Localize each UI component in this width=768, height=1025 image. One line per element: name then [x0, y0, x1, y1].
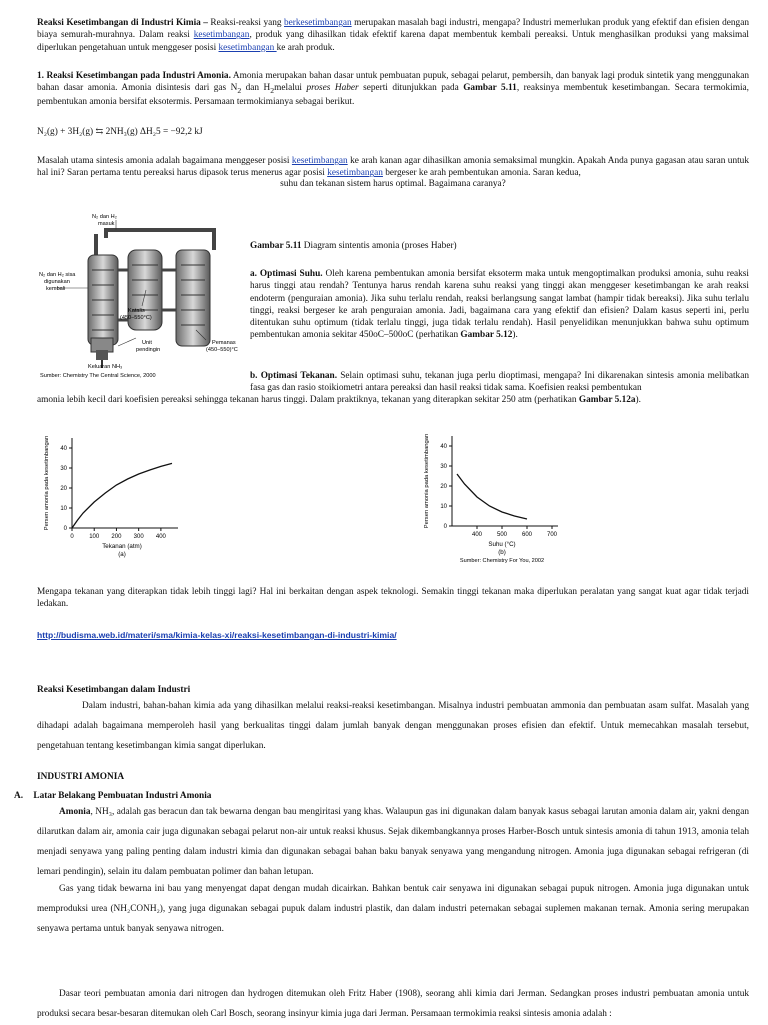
series-line — [457, 474, 527, 519]
svg-text:pendingin: pendingin — [136, 347, 160, 353]
x-tick-label: 400 — [156, 534, 167, 540]
section2-heading: Reaksi Kesetimbangan dalam Industri — [37, 685, 190, 695]
y-axis-label: Persen amonia pada kesetimbangan — [44, 436, 50, 530]
y-tick-label: 30 — [440, 464, 447, 470]
optimasi-tekanan-end: amonia lebih kecil dari koefisien pereaksi sehingga tekanan harus tinggi. Dalam praktiknya, tekanan yang diterapkan sekitar 250 atm (perhatikan Gambar 5.12a). — [37, 394, 749, 406]
section-heading: 1. Reaksi Kesetimbangan pada Industri Amonia. — [37, 71, 231, 81]
paragraph-problem: Masalah utama sintesis amonia adalah bagaimana menggeser posisi kesetimbangan ke arah kanan agar dihasilkan amonia semaksimal mungkin. Apakah Anda punya gagasan atau saran untuk hal ini? Saran pertama tentu pereaksi harus dipasok terus menerus agar posisi kesetimbangan bergeser ke arah pembentukan amonia. Saran kedua, — [37, 155, 749, 180]
chart-sublabel: (a) — [118, 551, 126, 558]
section2-paragraph1: Dalam industri, bahan-bahan kimia ada yang dihasilkan melalui reaksi-reaksi kesetimbangan. Misalnya industri pembuatan ammonia dan pembuatan asam sulfat. Masalah yang dihadapi adalah bagaimana memperoleh hasil yang berkualitas tinggi dalam jumlah banyak dengan menggunakan proses efisien dan efektif. Untuk memecahkan masalah tersebut, pengetahuan tentang kesetimbangan kimia sangat diperlukan. — [37, 697, 749, 757]
section2-paragraph4: Dasar teori pembuatan amonia dari nitrogen dan hydrogen ditemukan oleh Fritz Haber (1908), seorang ahli kimia dari Jerman. Sedangkan proses industri pembuatan amonia untuk produksi secara besar-besaran ditemukan oleh Carl Bosch, seorang insinyur kimia juga dari Jerman. Persamaan termokimia reaksi sintesis amonia adalah : — [37, 985, 749, 1025]
label-cooling-unit: Unit — [142, 340, 152, 346]
paragraph-pressure-question: Mengapa tekanan yang diterapkan tidak lebih tinggi lagi? Hal ini berkaitan dengan aspek teknologi. Semakin tinggi tekanan maka diperlukan peralatan yang sangat kuat agar tidak terjadi ledakan. — [37, 586, 749, 611]
chart-temperature — [416, 428, 566, 568]
label-input-gas: N₂ dan H₂ — [92, 214, 117, 220]
figure-5-11-caption: Gambar 5.11 Diagram sintentis amonia (proses Haber) — [250, 240, 457, 252]
source-url-link[interactable]: http://budisma.web.id/materi/sma/kimia-kelas-xi/reaksi-kesetimbangan-di-industri-kimia/ — [37, 630, 397, 640]
x-tick-label: 700 — [547, 532, 558, 538]
chart-source: Sumber: Chemistry For You, 2002 — [460, 558, 544, 564]
y-tick-label: 30 — [60, 466, 67, 472]
x-tick-label: 400 — [472, 532, 483, 538]
label-output: Keluaran NH₃ — [88, 364, 122, 370]
x-tick-label: 300 — [134, 534, 145, 540]
intro-paragraph: Reaksi Kesetimbangan di Industri Kimia – Reaksi-reaksi yang berkesetimbangan merupakan masalah bagi industri, mengapa? Industri memerlukan produk yang efektif dan efisien dengan biaya semurah-murahnya. Dalam reaksi kesetimbangan, produk yang dihasilkan tidak efektif karena dapat membentuk kembali pereaksi. Untuk menghasilkan produksi yang maksimal diperlukan pengetahuan untuk menggeser posisi kesetimbangan ke arah produk. — [37, 17, 749, 54]
x-tick-label: 600 — [522, 532, 533, 538]
haber-diagram-illustration — [36, 210, 248, 382]
intro-title: Reaksi Kesetimbangan di Industri Kimia – — [37, 18, 208, 28]
x-axis-label: Suhu (°C) — [488, 541, 515, 548]
link-kesetimbangan[interactable]: kesetimbangan — [219, 43, 277, 53]
section2-paragraph2: Amonia, NH₃, adalah gas beracun dan tak bewarna dengan bau mengiritasi yang khas. Walaupun gas ini digunakan dalam banyak kasus sebagai larutan amonia dalam air, yakni dengan dilarutkan dalam air, amonia cair juga digunakan sebagai pelarut non-air untuk reaksi khusus. Sejak dikembangkannya proses Harber-Bosch untuk sintesis amonia di tahun 1913, amonia telah menjadi senyawa yang paling penting dalam industri kimia dan digunakan sebagai bahan baku banyak senyawa yang mengandung nitrogen. Amonia juga digunakan sebagai refrigeran (di lemari pendingin), selain itu dalam pembuatan polimer dan bahan letupan. — [37, 803, 749, 883]
industri-amonia-heading: INDUSTRI AMONIA — [37, 772, 124, 782]
paragraph-problem-end: suhu dan tekanan sistem harus optimal. Bagaimana caranya? — [37, 178, 749, 190]
chart-pressure — [36, 430, 186, 570]
optimasi-tekanan-paragraph: b. Optimasi Tekanan. Selain optimasi suhu, tekanan juga perlu dioptimasi, mengapa? Ini dikarenakan sintesis amonia melibatkan fasa gas dan rasio stoikiometri antara pereaksi dan hasil reaksi tidak sama. Koefisien reaksi pembentukan — [250, 370, 749, 395]
x-tick-label: 0 — [70, 534, 74, 540]
y-tick-label: 20 — [60, 486, 67, 492]
y-tick-label: 40 — [60, 446, 67, 452]
x-axis-label: Tekanan (atm) — [102, 543, 142, 550]
y-tick-label: 0 — [444, 524, 448, 530]
svg-text:(450–550°C): (450–550°C) — [120, 315, 152, 321]
y-tick-label: 40 — [440, 444, 447, 450]
label-recycle-gas: N₂ dan H₂ sisa — [39, 272, 76, 278]
label-catalyst: Katalis — [128, 308, 145, 314]
link-kesetimbangan[interactable]: kesetimbangan — [292, 156, 348, 166]
y-tick-label: 0 — [64, 526, 68, 532]
x-tick-label: 500 — [497, 532, 508, 538]
y-tick-label: 20 — [440, 484, 447, 490]
haber-process-diagram — [36, 210, 248, 382]
x-tick-label: 200 — [111, 534, 122, 540]
section2-paragraph3: Gas yang tidak bewarna ini bau yang menyengat dapat dengan mudah dicairkan. Bahkan bentuk cair senyawa ini digunakan sebagai pupuk nitrogen. Amonia juga digunakan untuk memproduksi urea (NH₂CONH₂), yang juga digunakan sebagai pupuk dalam industri plastik, dan dalam industri peternakan sebagai suplemen makanan ternak. Amonia sering merupakan senyawa pertama untuk banyak senyawa nitrogen. — [37, 880, 749, 940]
subsection-a-heading: Latar Belakang Pembuatan Industri Amonia — [33, 791, 211, 801]
chart-pressure-svg — [36, 430, 186, 570]
svg-text:digunakan: digunakan — [44, 279, 70, 285]
label-heater: Pemanas — [212, 340, 236, 346]
link-kesetimbangan[interactable]: kesetimbangan — [194, 30, 250, 40]
section-amonia-paragraph: 1. Reaksi Kesetimbangan pada Industri Amonia. Amonia merupakan bahan dasar untuk pembuatan pupuk, sebagai pelarut, pembersih, dan banyak lagi produk sintetik yang menggunakan bahan dasar amonia. Amonia disintesis dari gas $N_2$ dan $H_2melalui$ proses Haber seperti ditunjukkan pada Gambar 5.11, reaksinya membentuk kesetimbangan. Secara termokimia, pembentukan amonia bersifat eksotermis. Persamaan termokimianya sebagai berikut. — [37, 70, 749, 109]
link-kesetimbangan[interactable]: kesetimbangan — [327, 168, 383, 178]
series-line — [72, 463, 172, 528]
document-page: Reaksi Kesetimbangan di Industri Kimia – Reaksi-reaksi yang berkesetimbangan merupakan masalah bagi industri, mengapa? Industri memerlukan produk yang efektif dan efisien dengan biaya semurah-murahnya. Dalam reaksi kesetimbangan, produk yang dihasilkan tidak efektif karena dapat membentuk kembali pereaksi. Untuk menghasilkan produksi yang maksimal diperlukan pengetahuan untuk menggeser posisi kesetimbangan ke arah produk. 1. Reaksi Kesetimbangan pada Industri Amonia. Amonia merupakan bahan dasar untuk pembuatan pupuk, sebagai pelarut, pembersih, dan banyak lagi produk sintetik yang menggunakan bahan dasar amonia. Amonia disintesis dari gas $N_2$ dan $H_2melalui$ proses Haber seperti ditunjukkan pada Gambar 5.11, reaksinya membentuk kesetimbangan. Secara termokimia, pembentukan amonia bersifat eksotermis. Persamaan termokimianya sebagai berikut. N₂(g) + 3H₂(g) ⇆ 2NH₃(g) ΔH₂5 = −92,2 kJ Masalah utama sintesis amonia adalah bagaimana menggeser posisi kesetimbangan ke arah kanan agar dihasilkan amonia semaksimal mungkin. Apakah Anda punya gagasan atau saran untuk hal ini? Saran pertama tentu pereaksi harus dipasok terus menerus agar posisi kesetimbangan bergeser ke arah pembentukan amonia. Saran kedua, suhu dan tekanan sistem harus optimal. Bagaimana caranya? N₂ dan H₂ masuk N₂ dan H₂ sisa digunakan kembali Katalis (450–550°C) Unit pendingin Pemanas (450–550)°C Keluaran NH₃ Sumber: Chemistry The Central Science, 2000 Gambar 5.11 Diagram sintentis amonia (proses Haber) a. Optimasi Suhu. Oleh karena pembentukan amonia bersifat eksoterm maka untuk mengoptimalkan produksi amonia, suhu reaksi harus tinggi atau rendah? Tentunya harus rendah karena suhu reaksi yang tinggi akan menggeser kesetimbangan ke arah reaksi endoterm (penguraian amonia). Jika suhu terlalu rendah, reaksi berlangsung sangat lambat (hampir tidak bereaksi). Jika suhu terlalu tinggi, reaksi bergeser ke arah penguraian amonia. Jadi, bagaimana cara yang efektif dan efisien? Dalam kasus seperti ini, perlu ditentukan suhu optimum (tidak terlalu tinggi, juga tidak terlalu rendah). Hasil penyelidikan menunjukkan bahwa suhu optimum pembentukan amonia sekitar 450oC–500oC (perhatikan Gambar 5.12). b. Optimasi Tekanan. Selain optimasi suhu, tekanan juga perlu dioptimasi, mengapa? Ini dikarenakan sintesis amonia melibatkan fasa gas dan rasio stoikiometri antara pereaksi dan hasil reaksi tidak sama. Koefisien reaksi pembentukan amonia lebih kecil dari koefisien pereaksi sehingga tekanan harus tinggi. Dalam praktiknya, tekanan yang diterapkan sekitar 250 atm (perhatikan Gambar 5.12a). 0 10 20 30 40 0 100 200 300 400 Tekanan (atm) (a) Persen amonia pada kesetimbangan 0 10 20 30 40 400 500 600 700 Suhu (°C) (b) Persen amonia pada kesetimbangan Sumber: Chemistry For You, 2002 Mengapa tekanan yang diterapkan tidak lebih tinggi lagi? Hal ini berkaitan dengan aspek teknologi. Semakin tinggi tekanan maka diperlukan peralatan yang sangat kuat agar tidak terjadi ledakan. http://budisma.web.id/materi/sma/kimia-kelas-xi/reaksi-kesetimbangan-di-industri-kimia/ Reaksi Kesetimbangan dalam Industri Dalam industri, bahan-bahan kimia ada yang dihasilkan melalui reaksi-reaksi kesetimbangan. Misalnya industri pembuatan ammonia dan pembuatan asam sulfat. Masalah yang dihadapi adalah bagaimana memperoleh hasil yang berkualitas tinggi dalam jumlah banyak dengan menggunakan proses efisien dan efektif. Untuk memecahkan masalah tersebut, pengetahuan tentang kesetimbangan kimia sangat diperlukan. INDUSTRI AMONIA A. Latar Belakang Pembuatan Industri Amonia Amonia, NH₃, adalah gas beracun dan tak bewarna dengan bau mengiritasi yang khas. Walaupun gas ini digunakan dalam banyak kasus sebagai larutan amonia dalam air, yakni dengan dilarutkan dalam air, amonia cair juga digunakan sebagai pelarut non-air untuk reaksi khusus. Sejak dikembangkannya proses Harber-Bosch untuk sintesis amonia di tahun 1913, amonia telah menjadi senyawa yang paling penting dalam industri kimia dan digunakan sebagai bahan baku banyak senyawa yang mengandung nitrogen. Amonia juga digunakan sebagai refrigeran (di lemari pendingin), selain itu dalam pembuatan polimer dan bahan letupan. Gas yang tidak bewarna ini bau yang menyengat dapat dengan mudah dicairkan. Bahkan bentuk cair senyawa ini digunakan sebagai pupuk nitrogen. Amonia juga digunakan untuk memproduksi urea (NH₂CONH₂), yang juga digunakan sebagai pupuk dalam industri plastik, dan dalam industri peternakan sebagai suplemen makanan ternak. Amonia sering merupakan senyawa pertama untuk banyak senyawa nitrogen. Dasar teori pembuatan amonia dari nitrogen dan hydrogen ditemukan oleh Fritz Haber (1908), seorang ahli kimia dari Jerman. Sedangkan proses industri pembuatan amonia untuk produksi secara besar-besaran ditemukan oleh Carl Bosch, seorang insinyur kimia juga dari Jerman. Persamaan termokimia reaksi sintesis amonia adalah : — [0, 0, 768, 1024]
svg-text:masuk: masuk — [98, 221, 115, 227]
link-berkesetimbangan[interactable]: berkesetimbangan — [284, 18, 352, 28]
thermo-equation: N₂(g) + 3H₂(g) ⇆ 2NH₃(g) ΔH₂5 = −92,2 kJ — [37, 126, 203, 138]
diagram-source: Sumber: Chemistry The Central Science, 2000 — [40, 373, 156, 379]
chart-sublabel: (b) — [498, 549, 506, 556]
chart-temperature-svg — [416, 428, 566, 568]
y-tick-label: 10 — [60, 506, 67, 512]
x-tick-label: 100 — [89, 534, 100, 540]
y-tick-label: 10 — [440, 504, 447, 510]
y-axis-label: Persen amonia pada kesetimbangan — [424, 434, 430, 528]
svg-text:(450–550)°C: (450–550)°C — [206, 347, 238, 353]
optimasi-suhu-paragraph: a. Optimasi Suhu. Oleh karena pembentukan amonia bersifat eksoterm maka untuk mengoptimalkan produksi amonia, suhu reaksi harus tinggi atau rendah? Tentunya harus rendah karena suhu reaksi yang tinggi akan menggeser kesetimbangan ke arah reaksi endoterm (penguraian amonia). Jika suhu terlalu rendah, reaksi berlangsung sangat lambat (hampir tidak bereaksi). Jika suhu terlalu tinggi, reaksi bergeser ke arah penguraian amonia. Jadi, bagaimana cara yang efektif dan efisien? Dalam kasus seperti ini, perlu ditentukan suhu optimum (tidak terlalu tinggi, juga tidak terlalu rendah). Hasil penyelidikan menunjukkan bahwa suhu optimum pembentukan amonia sekitar 450oC–500oC (perhatikan Gambar 5.12). — [250, 268, 749, 342]
svg-text:kembali: kembali — [46, 286, 65, 292]
